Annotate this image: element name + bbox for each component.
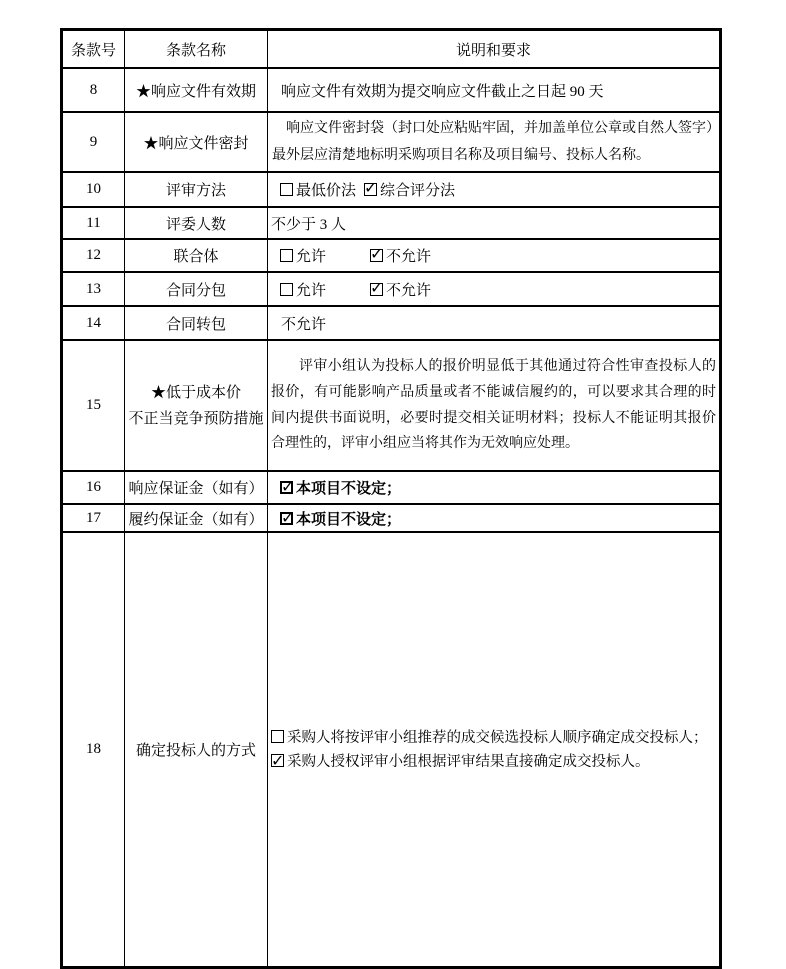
table-row bbox=[62, 207, 721, 239]
checkbox-icon bbox=[271, 754, 284, 767]
table-row bbox=[62, 172, 721, 207]
clause-name: 评委人数 bbox=[125, 207, 268, 239]
clause-name: ★响应文件有效期 bbox=[125, 68, 268, 112]
checkbox-icon bbox=[280, 183, 293, 196]
checkbox-icon bbox=[280, 283, 293, 296]
clause-no: 8 bbox=[62, 68, 125, 112]
table-header-row bbox=[62, 30, 721, 69]
clause-desc bbox=[268, 272, 721, 306]
option-item bbox=[364, 179, 455, 200]
option-item bbox=[280, 179, 364, 200]
clause-desc: 响应文件有效期为提交响应文件截止之日起 90 天 bbox=[268, 68, 721, 112]
clause-name: 合同转包 bbox=[125, 306, 268, 340]
option-item bbox=[280, 279, 370, 300]
option-item bbox=[280, 508, 401, 529]
clause-no: 13 bbox=[62, 272, 125, 306]
clause-name-line2: 不正当竞争预防措施 bbox=[128, 410, 264, 427]
clause-name: 合同分包 bbox=[125, 272, 268, 306]
clause-desc-paragraph: 响应文件密封袋（封口处应粘贴牢固，并加盖单位公章或自然人签字）最外层应清楚地标明采购项目名称及项目编号、投标人名称。 bbox=[272, 121, 713, 163]
clause-no: 14 bbox=[62, 306, 125, 340]
option-item bbox=[280, 245, 370, 266]
clause-desc-paragraph: 评审小组认为投标人的报价明显低于其他通过符合性审查投标人的报价，有可能影响产品质量或者不能诚信履约的，可以要求其合理的时间内提供书面说明，必要时提交相关证明材料；投标人不能证明其报价合理性的，评审小组应当将其作为无效响应处理。 bbox=[271, 359, 716, 452]
checkbox-icon bbox=[280, 249, 293, 262]
clause-name: 响应保证金（如有） bbox=[125, 471, 268, 504]
clause-table bbox=[60, 28, 722, 969]
table-row bbox=[62, 340, 721, 471]
table-row bbox=[62, 68, 721, 112]
clause-no: 17 bbox=[62, 504, 125, 532]
option-label: 不允许 bbox=[386, 249, 432, 265]
checkbox-icon bbox=[370, 283, 383, 296]
clause-name bbox=[125, 340, 268, 471]
clause-desc: 不少于 3 人 bbox=[268, 207, 721, 239]
table-row bbox=[62, 112, 721, 172]
checkbox-icon bbox=[280, 512, 293, 525]
option-label: 本项目不设定； bbox=[296, 511, 402, 528]
option-item bbox=[280, 477, 401, 498]
option-item bbox=[370, 245, 431, 266]
clause-no: 9 bbox=[62, 112, 125, 172]
checkbox-icon bbox=[370, 249, 383, 262]
clause-no: 18 bbox=[62, 532, 125, 968]
option-label: 允许 bbox=[296, 249, 327, 265]
table-row bbox=[62, 239, 721, 272]
option-label: 采购人授权评审小组根据评审结果直接确定成交投标人。 bbox=[287, 753, 650, 770]
table-row bbox=[62, 532, 721, 968]
header-clause-desc: 说明和要求 bbox=[268, 30, 721, 69]
option-label: 采购人将按评审小组推荐的成交候选投标人顺序确定成交投标人； bbox=[287, 729, 708, 746]
option-label: 不允许 bbox=[386, 282, 432, 299]
clause-no: 10 bbox=[62, 172, 125, 207]
header-clause-no: 条款号 bbox=[62, 30, 125, 69]
option-label: 本项目不设定； bbox=[296, 481, 402, 497]
header-clause-name: 条款名称 bbox=[125, 30, 268, 69]
clause-desc bbox=[268, 504, 721, 532]
option-item bbox=[370, 279, 431, 300]
option-item bbox=[271, 750, 719, 774]
clause-name-line1: ★低于成本价 bbox=[150, 384, 241, 401]
clause-desc bbox=[268, 172, 721, 207]
clause-no: 11 bbox=[62, 207, 125, 239]
option-label: 综合评分法 bbox=[380, 183, 456, 199]
clause-name: 履约保证金（如有） bbox=[125, 504, 268, 532]
checkbox-icon bbox=[271, 730, 284, 743]
table-row bbox=[62, 471, 721, 504]
clause-name: 联合体 bbox=[125, 239, 268, 272]
checkbox-icon bbox=[364, 183, 377, 196]
clause-desc: 不允许 bbox=[268, 306, 721, 340]
clause-no: 12 bbox=[62, 239, 125, 272]
option-label: 允许 bbox=[296, 282, 327, 299]
option-label: 最低价法 bbox=[296, 183, 357, 199]
clause-desc bbox=[268, 112, 721, 172]
table-row bbox=[62, 272, 721, 306]
clause-name: ★响应文件密封 bbox=[125, 112, 268, 172]
clause-desc bbox=[268, 340, 721, 471]
clause-name: 确定投标人的方式 bbox=[125, 532, 268, 968]
table-row bbox=[62, 504, 721, 532]
option-item bbox=[271, 726, 719, 750]
clause-desc bbox=[268, 471, 721, 504]
table-row bbox=[62, 306, 721, 340]
checkbox-icon bbox=[280, 481, 293, 494]
clause-no: 15 bbox=[62, 340, 125, 471]
clause-name: 评审方法 bbox=[125, 172, 268, 207]
clause-desc bbox=[268, 239, 721, 272]
clause-no: 16 bbox=[62, 471, 125, 504]
clause-desc bbox=[268, 532, 721, 968]
